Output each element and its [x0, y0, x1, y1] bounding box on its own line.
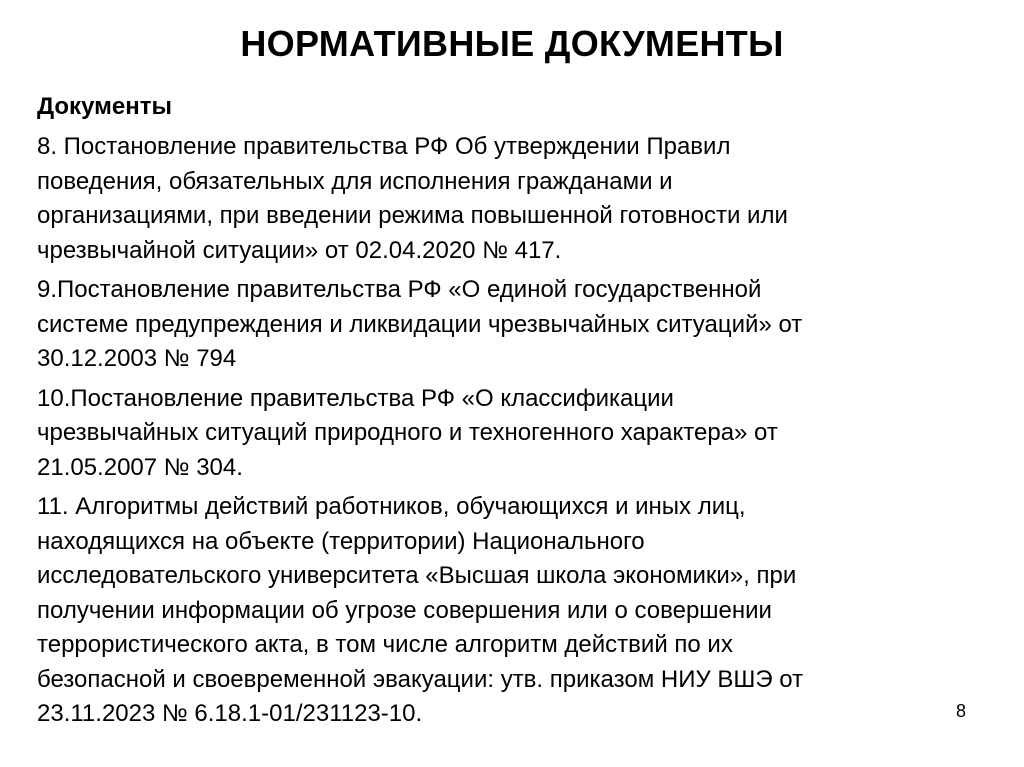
document-item-line: 30.12.2003 № 794 — [37, 345, 237, 372]
document-item-9 — [37, 273, 997, 377]
document-item-line: 8. Постановление правительства РФ Об утверждении Правил — [37, 133, 731, 160]
document-item-11 — [37, 490, 997, 732]
document-item-line: организациями, при введении режима повышенной готовности или — [37, 202, 788, 229]
section-heading: Документы — [37, 93, 172, 120]
page-number: 8 — [955, 701, 966, 721]
document-item-line: получении информации об угрозе совершения или о совершении — [37, 596, 772, 624]
document-item-line: исследовательского университета «Высшая школа экономики», при — [37, 562, 797, 589]
document-item-line: безопасной и своевременной эвакуации: утв. приказом НИУ ВШЭ от — [37, 665, 804, 693]
document-item-line: системе предупреждения и ликвидации чрезвычайных ситуаций» от — [37, 310, 803, 338]
document-item-8 — [37, 130, 997, 268]
document-item-line: террористического акта, в том числе алгоритм действий по их — [37, 631, 733, 658]
document-item-10 — [37, 382, 997, 486]
document-item-line: 10.Постановление правительства РФ «О классификации — [37, 384, 674, 412]
document-item-line: 9.Постановление правительства РФ «О единой государственной — [37, 276, 762, 303]
document-item-line: поведения, обязательных для исполнения гражданами и — [37, 167, 673, 195]
document-item-line: чрезвычайных ситуаций природного и техногенного характера» от — [37, 419, 778, 446]
document-item-line: 21.05.2007 № 304. — [37, 453, 243, 481]
document-item-line: 23.11.2023 № 6.18.1-01/231123-10. — [37, 700, 423, 727]
slide-content — [37, 90, 997, 737]
document-item-line: находящихся на объекте (территории) Национального — [37, 527, 645, 555]
document-item-line: 11. Алгоритмы действий работников, обучающихся и иных лиц, — [37, 493, 746, 520]
document-item-line: чрезвычайной ситуации» от 02.04.2020 № 417. — [37, 236, 562, 264]
slide-title: НОРМАТИВНЫЕ ДОКУМЕНТЫ — [240, 23, 784, 64]
